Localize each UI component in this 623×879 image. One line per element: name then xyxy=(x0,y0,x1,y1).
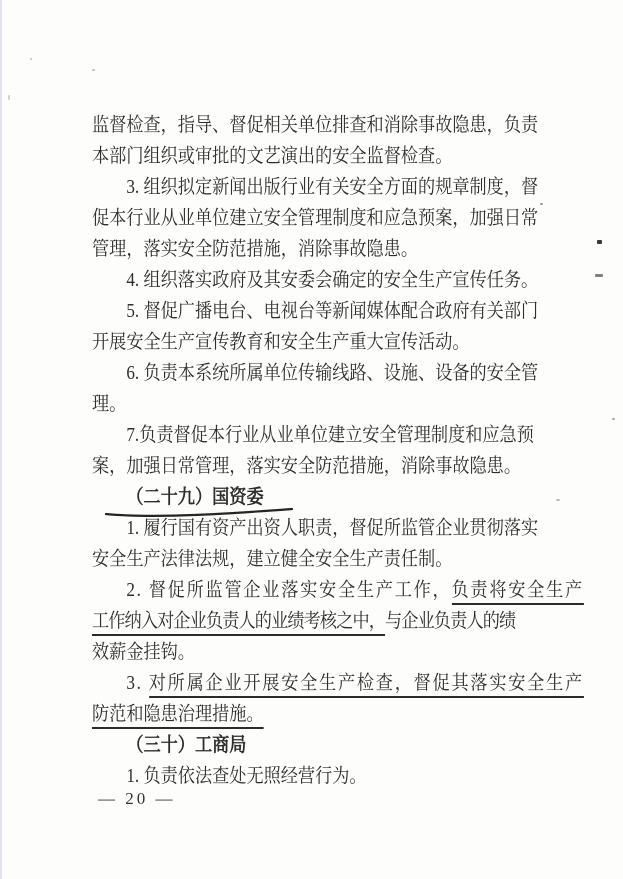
paragraph-line xyxy=(92,761,623,792)
section-heading-30 xyxy=(92,730,623,761)
paragraph-line xyxy=(92,110,623,141)
line-text: 监督检查，指导、督促相关单位排查和消除事故隐患，负责 xyxy=(92,115,539,136)
scan-speck xyxy=(540,203,543,205)
paragraph-line xyxy=(92,699,623,730)
line-text: 1. 负责依法查处无照经营行为。 xyxy=(126,766,367,787)
paragraph-line xyxy=(92,358,623,389)
scan-speck xyxy=(556,499,560,501)
document-body xyxy=(92,110,623,792)
line-text: 效薪金挂钩。 xyxy=(92,642,195,663)
line-text: 促本行业从业单位建立安全管理制度和应急预案，加强日常 xyxy=(92,208,539,229)
scan-speck xyxy=(30,58,32,60)
paragraph-line xyxy=(92,172,623,203)
paragraph-line xyxy=(92,420,623,451)
line-text: 本部门组织或审批的文艺演出的安全监督检查。 xyxy=(92,146,453,167)
scan-speck xyxy=(8,95,10,100)
page-number: — 20 — xyxy=(98,789,176,808)
heading-text: （三十）工商局 xyxy=(126,735,247,756)
heading-text: （二十九）国资委 xyxy=(126,487,264,508)
paragraph-line xyxy=(92,606,623,637)
line-text: 3. xyxy=(126,673,149,694)
paragraph-line xyxy=(92,668,623,699)
line-text: 与企业负责人的绩 xyxy=(385,611,516,632)
paragraph-line xyxy=(92,234,623,265)
line-text: 安全生产法律法规，建立健全安全生产责任制。 xyxy=(92,549,453,570)
paragraph-line xyxy=(92,327,623,358)
paragraph-line xyxy=(92,141,623,172)
pen-underlined-text: 工作纳入对企业负责人的业绩考核之中， xyxy=(92,611,385,636)
paragraph-line xyxy=(92,544,623,575)
paragraph-line xyxy=(92,575,623,606)
scan-speck xyxy=(597,240,602,244)
scan-edge-artifact xyxy=(0,0,2,879)
line-text: 1. 履行国有资产出资人职责，督促所监管企业贯彻落实 xyxy=(126,518,539,539)
paragraph-line xyxy=(92,203,623,234)
pen-underlined-text: 对所属企业开展安全生产检查，督促其落实安全生产 xyxy=(149,673,584,698)
paragraph-line xyxy=(92,296,623,327)
paragraph-line xyxy=(92,637,623,668)
paragraph-line xyxy=(92,265,623,296)
line-text: 管理，落实安全防范措施，消除事故隐患。 xyxy=(92,239,419,260)
line-text: 4. 组织落实政府及其安委会确定的安全生产宣传任务。 xyxy=(126,270,539,291)
scan-speck xyxy=(595,274,603,277)
paragraph-line xyxy=(92,451,623,482)
line-text: 6. 负责本系统所属单位传输线路、设施、设备的安全管 xyxy=(126,363,539,384)
scan-speck xyxy=(612,418,615,420)
line-text: 2. 督促所监管企业落实安全生产工作， xyxy=(126,580,452,601)
line-text: 理。 xyxy=(92,394,127,415)
paragraph-line xyxy=(92,389,623,420)
line-text: 7.负责督促本行业从业单位建立安全管理制度和应急预 xyxy=(126,425,534,446)
line-text: 开展安全生产宣传教育和安全生产重大宣传活动。 xyxy=(92,332,470,353)
line-text: 3. 组织拟定新闻出版行业有关安全方面的规章制度，督 xyxy=(126,177,539,198)
line-text: 案，加强日常管理，落实安全防范措施，消除事故隐患。 xyxy=(92,456,522,477)
hand-underline-mark xyxy=(98,503,298,521)
line-text: 5. 督促广播电台、电视台等新闻媒体配合政府有关部门 xyxy=(126,301,539,322)
pen-underlined-text: 负责将安全生产 xyxy=(451,580,583,605)
pen-underlined-text: 防范和隐患治理措施。 xyxy=(92,704,264,729)
scan-speck xyxy=(92,69,95,71)
